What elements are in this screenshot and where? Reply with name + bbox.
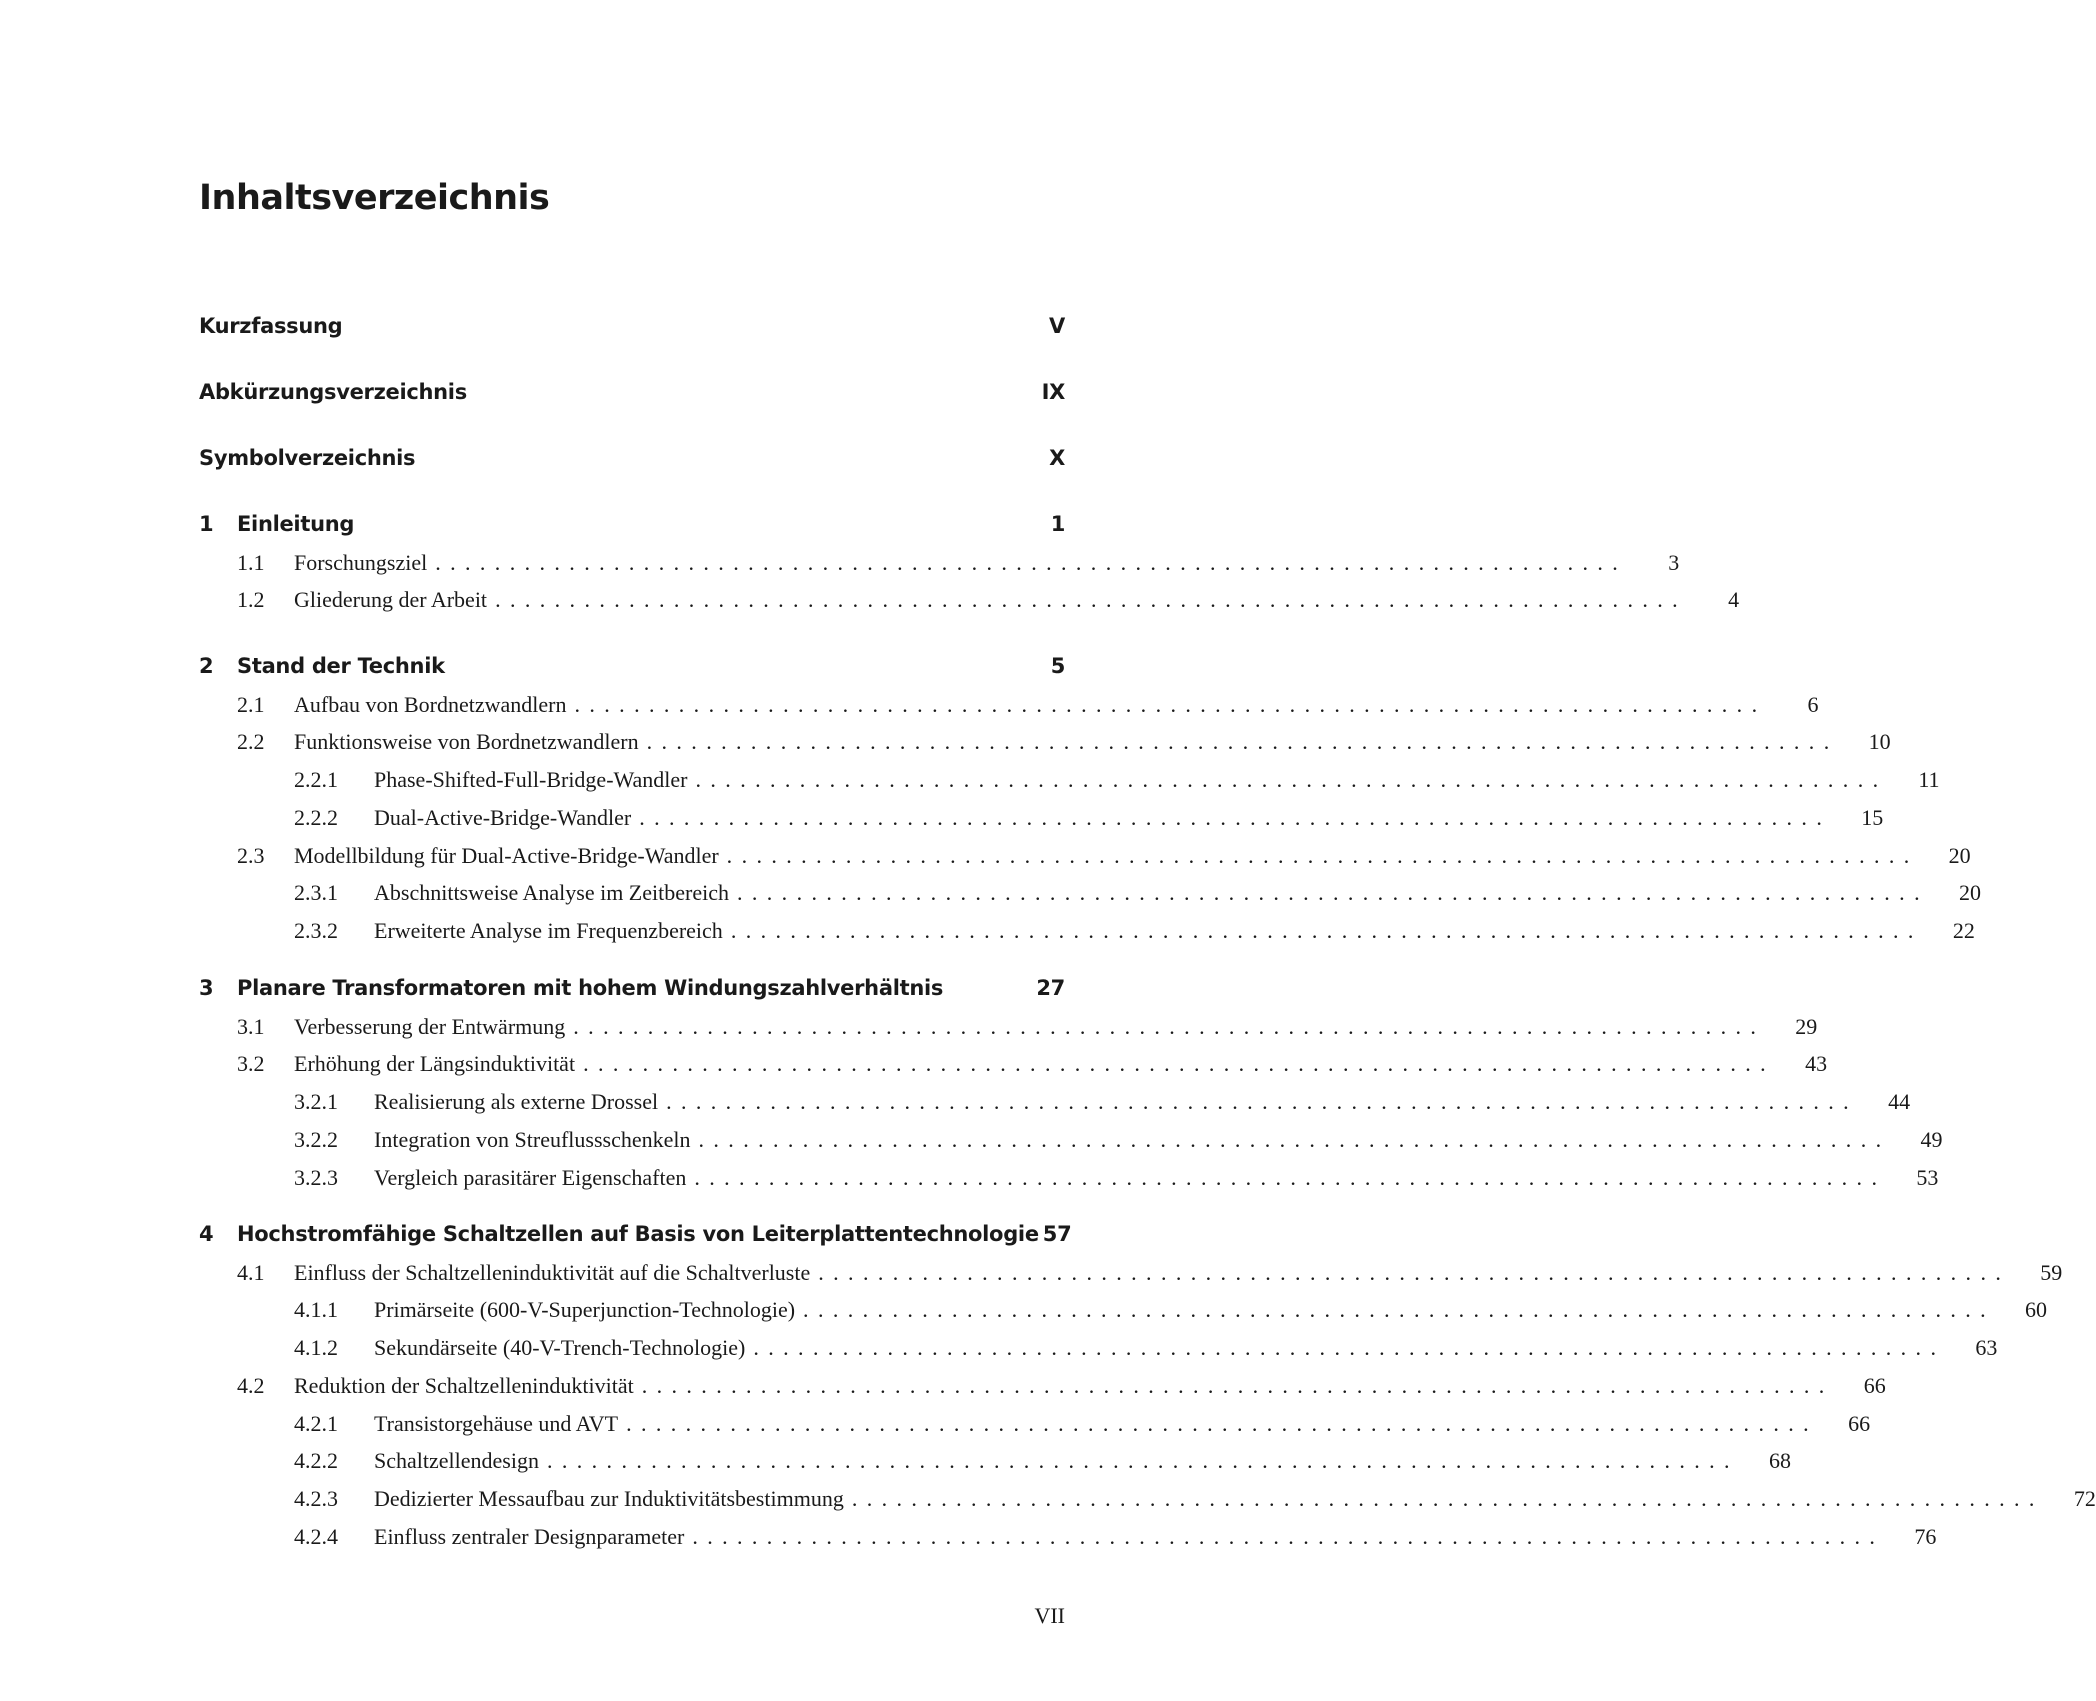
toc-entry-page: 49: [1920, 1126, 1943, 1152]
dot-leader: ................................................................................: [626, 1410, 1819, 1436]
toc-entry-number: 1.2: [237, 587, 265, 613]
toc-entry-section[interactable]: [199, 1259, 2063, 1296]
toc-entry-page: 66: [1863, 1372, 1886, 1398]
toc-entry-number: 2.2.2: [294, 804, 338, 830]
dot-leader: ................................................................................: [641, 1372, 1834, 1398]
dot-leader: ................................................................................: [546, 1448, 1739, 1474]
toc-entry-front[interactable]: [199, 446, 1065, 482]
toc-entry-page: V: [1049, 314, 1065, 338]
dot-leader: ................................................................................: [695, 767, 1888, 793]
dot-leader: ................................................................................: [666, 1089, 1859, 1115]
toc-entry-label: Sekundärseite (40-V-Trench-Technologie): [374, 1335, 746, 1361]
toc-entry-number: 4.2.1: [294, 1410, 338, 1436]
toc-entry-chapter[interactable]: [199, 654, 1065, 690]
toc-entry-label: Einleitung: [237, 512, 355, 536]
toc-entry-number: 2.2: [237, 729, 265, 755]
toc-entry-number: 4.2.3: [294, 1485, 338, 1511]
toc-entry-page: 6: [1807, 691, 1819, 717]
toc-entry-page: 57: [1042, 1222, 1072, 1246]
toc-entry-page: 29: [1795, 1013, 1818, 1039]
dot-leader: ................................................................................: [646, 729, 1839, 755]
toc-entry-page: 20: [1958, 880, 1981, 906]
toc-entry-number: 2.1: [237, 691, 265, 717]
toc-entry-number: 2: [199, 654, 214, 678]
toc-entry-number: 3.2.1: [294, 1089, 338, 1115]
toc-entry-label: Erweiterte Analyse im Frequenzbereich: [374, 917, 723, 943]
dot-leader: ................................................................................: [574, 691, 1767, 717]
toc-entry-page: X: [1049, 446, 1065, 470]
toc-entry-page: 60: [2025, 1297, 2048, 1323]
toc-entry-label: Abschnittsweise Analyse im Zeitbereich: [374, 880, 729, 906]
toc-entry-number: 4: [199, 1222, 214, 1246]
page-number: VII: [1034, 1603, 1065, 1628]
toc-entry-section[interactable]: [199, 691, 1819, 728]
toc-entry-label: Funktionsweise von Bordnetzwandlern: [294, 729, 639, 755]
toc-entry-label: Planare Transformatoren mit hohem Windungszahlverhältnis: [237, 976, 944, 1000]
toc-entry-number: 3: [199, 976, 214, 1000]
dot-leader: ................................................................................: [726, 842, 1919, 868]
toc-entry-label: Dedizierter Messaufbau zur Induktivitätsbestimmung: [374, 1485, 844, 1511]
toc-entry-page: 53: [1916, 1164, 1939, 1190]
toc-entry-number: 4.1.2: [294, 1335, 338, 1361]
toc-entry-subsection[interactable]: [199, 804, 1884, 841]
toc-entry-page: 1: [1050, 512, 1065, 536]
toc-entry-label: Einfluss der Schaltzelleninduktivität auf die Schaltverluste: [294, 1259, 811, 1285]
toc-entry-subsection[interactable]: [199, 767, 1940, 803]
toc-entry-number: 1.1: [237, 549, 265, 575]
toc-entry-label: Abkürzungsverzeichnis: [199, 380, 467, 404]
toc-entry-subsection[interactable]: [199, 917, 1975, 954]
toc-entry-page: 43: [1805, 1051, 1828, 1077]
toc-entry-page: IX: [1041, 380, 1065, 404]
dot-leader: ................................................................................: [639, 804, 1832, 830]
toc-entry-label: Kurzfassung: [199, 314, 343, 338]
toc-entry-subsection[interactable]: [199, 1448, 1791, 1484]
toc-entry-label: Phase-Shifted-Full-Bridge-Wandler: [374, 767, 688, 793]
dot-leader: ................................................................................: [736, 880, 1929, 906]
dot-leader: ................................................................................: [694, 1164, 1887, 1190]
toc-entry-label: Gliederung der Arbeit: [294, 587, 488, 613]
toc-entry-section[interactable]: [199, 587, 1740, 623]
toc-entry-page: 63: [1975, 1335, 1998, 1361]
toc-entry-number: 2.3.1: [294, 880, 338, 906]
toc-entry-subsection[interactable]: [199, 1164, 1939, 1201]
toc-entry-number: 4.2.4: [294, 1523, 338, 1549]
toc-entry-number: 4.1: [237, 1259, 265, 1285]
dot-leader: ................................................................................: [803, 1297, 1996, 1323]
toc-entry-page: 44: [1888, 1089, 1911, 1115]
page-title: Inhaltsverzeichnis: [199, 178, 550, 218]
dot-leader: ................................................................................: [435, 549, 1628, 575]
toc-entry-subsection[interactable]: [199, 1410, 1871, 1447]
dot-leader: ................................................................................: [753, 1335, 1946, 1361]
toc-entry-number: 3.2: [237, 1051, 265, 1077]
toc-entry-number: 4.2: [237, 1372, 265, 1398]
dot-leader: ................................................................................: [583, 1051, 1776, 1077]
toc-entry-page: 11: [1918, 767, 1940, 793]
toc-entry-chapter[interactable]: [199, 512, 1065, 548]
toc-entry-label: Vergleich parasitärer Eigenschaften: [374, 1164, 687, 1190]
toc-entry-number: 3.2.2: [294, 1126, 338, 1152]
toc-entry-page: 68: [1768, 1448, 1791, 1474]
toc-entry-number: 2.3: [237, 842, 265, 868]
toc-entry-number: 2.2.1: [294, 767, 338, 793]
toc-entry-section[interactable]: [199, 1013, 1818, 1050]
toc-entry-label: Primärseite (600-V-Superjunction-Technologie): [374, 1297, 796, 1323]
toc-entry-front[interactable]: [199, 314, 1065, 350]
toc-entry-label: Hochstromfähige Schaltzellen auf Basis von Leiterplattentechnologie: [237, 1222, 1039, 1246]
toc-entry-label: Forschungsziel: [294, 549, 428, 575]
toc-entry-page: 20: [1948, 842, 1971, 868]
toc-entry-page: 27: [1036, 976, 1065, 1000]
toc-entry-page: 10: [1868, 729, 1891, 755]
toc-entry-label: Verbesserung der Entwärmung: [294, 1013, 566, 1039]
toc-entry-number: 3.2.3: [294, 1164, 338, 1190]
toc-entry-page: 22: [1952, 917, 1975, 943]
dot-leader: ................................................................................: [495, 587, 1688, 613]
toc-entry-label: Schaltzellendesign: [374, 1448, 539, 1474]
toc-entry-page: 5: [1050, 654, 1065, 678]
dot-leader: ................................................................................: [851, 1485, 2044, 1511]
toc-entry-section[interactable]: [199, 1051, 1828, 1087]
dot-leader: ................................................................................: [692, 1523, 1885, 1549]
toc-entry-number: 2.3.2: [294, 917, 338, 943]
toc-entry-subsection[interactable]: [199, 1126, 1943, 1163]
toc-entry-section[interactable]: [199, 549, 1680, 586]
toc-entry-section[interactable]: [199, 729, 1891, 765]
toc-entry-subsection[interactable]: [199, 1089, 1911, 1125]
toc-entry-subsection[interactable]: [199, 1335, 1998, 1371]
toc-entry-label: Realisierung als externe Drossel: [374, 1089, 659, 1115]
toc-entry-number: 3.1: [237, 1013, 265, 1039]
dot-leader: ................................................................................: [698, 1126, 1891, 1152]
toc-entry-label: Aufbau von Bordnetzwandlern: [294, 691, 567, 717]
toc-entry-section[interactable]: [199, 1372, 1886, 1409]
toc-entry-subsection[interactable]: [199, 1485, 2096, 1522]
toc-entry-page: 76: [1914, 1523, 1937, 1549]
toc-entry-label: Einfluss zentraler Designparameter: [374, 1523, 685, 1549]
toc-entry-subsection[interactable]: [199, 880, 1981, 916]
dot-leader: ................................................................................: [730, 917, 1923, 943]
toc-entry-number: 4.1.1: [294, 1297, 338, 1323]
toc-entry-page: 3: [1668, 549, 1680, 575]
toc-entry-page: 66: [1848, 1410, 1871, 1436]
toc-entry-label: Stand der Technik: [237, 654, 445, 678]
toc-entry-page: 72: [2073, 1485, 2096, 1511]
toc-entry-label: Dual-Active-Bridge-Wandler: [374, 804, 632, 830]
toc-entry-label: Reduktion der Schaltzelleninduktivität: [294, 1372, 634, 1398]
toc-entry-subsection[interactable]: [199, 1523, 1937, 1560]
toc-entry-number: 4.2.2: [294, 1448, 338, 1474]
toc-entry-label: Symbolverzeichnis: [199, 446, 416, 470]
toc-entry-label: Modellbildung für Dual-Active-Bridge-Wandler: [294, 842, 719, 868]
toc-entry-number: 1: [199, 512, 214, 536]
dot-leader: ................................................................................: [573, 1013, 1766, 1039]
dot-leader: ................................................................................: [818, 1259, 2011, 1285]
toc-entry-label: Integration von Streuflussschenkeln: [374, 1126, 691, 1152]
toc-entry-subsection[interactable]: [199, 1297, 2048, 1333]
toc-entry-page: 15: [1861, 804, 1884, 830]
toc-entry-front[interactable]: [199, 380, 1065, 416]
toc-entry-label: Erhöhung der Längsinduktivität: [294, 1051, 576, 1077]
toc-entry-page: 4: [1728, 587, 1740, 613]
toc-entry-chapter[interactable]: [199, 1222, 1072, 1258]
toc-entry-section[interactable]: [199, 842, 1971, 879]
toc-entry-chapter[interactable]: [199, 976, 1065, 1012]
toc-entry-page: 59: [2040, 1259, 2063, 1285]
toc-entry-label: Transistorgehäuse und AVT: [374, 1410, 619, 1436]
